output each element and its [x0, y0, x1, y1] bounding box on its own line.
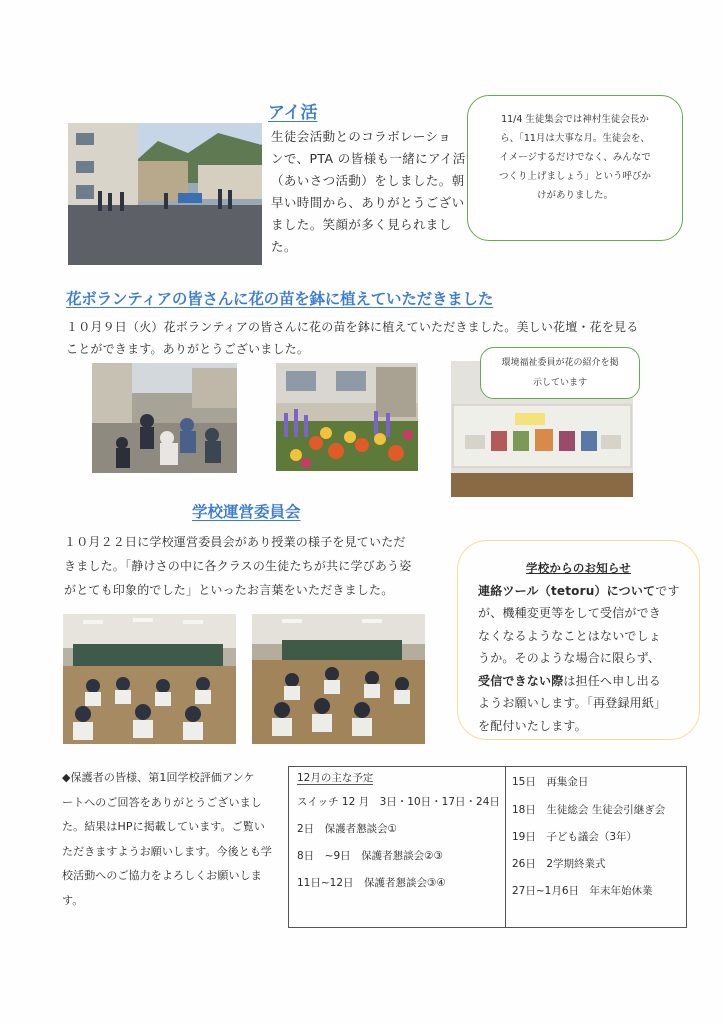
photo-classroom-1 [63, 614, 236, 744]
schedule-left-column [288, 766, 506, 928]
schedule-item: 27日~1月6日 年末年始休業 [512, 885, 653, 897]
schedule-item: 26日 2学期終業式 [512, 858, 606, 870]
notice-line: を配付いたします。 [478, 718, 587, 733]
notice-line: ようお願いします。「再登録用紙」 [478, 696, 667, 710]
schedule-item: 2日 保護者懇談会① [297, 823, 398, 835]
ai-katsu-line: （あいさつ活動）をしました。朝 [271, 173, 465, 188]
notice-line: うか。そのような場合に限らず、 [478, 651, 661, 665]
notice-title: 学校からのお知らせ [526, 561, 631, 575]
ai-katsu-title: アイ活 [268, 103, 318, 123]
survey-line: ただきますようお願いします。今後とも学 [62, 844, 273, 858]
photo-ai-katsu-greeting [68, 123, 262, 265]
ai-katsu-line: 早い時間から、ありがとうござい [271, 195, 465, 210]
callout-line: 環境福祉委員が花の紹介を掲 [501, 358, 619, 368]
ai-katsu-line: ました。笑顔が多く見られまし [271, 217, 452, 232]
photo-flower-volunteers [92, 363, 237, 473]
survey-text [62, 766, 284, 913]
committee-line: がとても印象的でした」といったお言葉をいただきました。 [64, 583, 394, 597]
schedule-item: 8日 ~9日 保護者懇談会②③ [297, 850, 443, 862]
schedule-item: 18日 生徒総会 生徒会引継ぎ会 [512, 804, 666, 816]
committee-line: きました。「静けさの中に各クラスの生徒たちが共に学びあう姿 [64, 559, 412, 573]
schedule-right-column [504, 766, 687, 928]
callout-line: つくり上げましょう」という呼びか [498, 171, 651, 182]
notice-line: が、機種変更等をして受信ができ [478, 606, 662, 620]
notice-bold-lead: 連絡ツール（tetoru）について [478, 583, 656, 598]
ai-katsu-line: 生徒会活動とのコラボレーショ [271, 129, 452, 144]
ai-katsu-line: ンで、PTA の皆様も一緒にアイ活 [271, 151, 466, 166]
ai-katsu-body [271, 126, 469, 258]
photo-classroom-2 [252, 614, 425, 744]
schedule-item: 11日~12日 保護者懇談会③④ [297, 877, 446, 889]
ai-katsu-line: た。 [271, 239, 297, 254]
survey-line: ◆保護者の皆様、第1回学校評価アンケ [62, 771, 255, 784]
notice-mid-rest: は担任へ申し出る [563, 673, 662, 688]
survey-line: す。 [62, 893, 84, 907]
callout-line: 示しています [532, 378, 587, 388]
callout-line: 11/4 生徒集会では神村生徒会長か [501, 114, 649, 125]
notice-line-mid [478, 670, 689, 693]
schedule-item: スイッチ 12 月 3日・10日・17日・24日 [297, 796, 500, 808]
notice-line-lead [478, 580, 689, 603]
survey-line: ートへのご回答をありがとうございまし [62, 795, 262, 809]
notice-line: なくなるようなことはないでしょ [478, 628, 662, 643]
photo-flower-bed [276, 363, 418, 471]
callout-line: けがありました。 [536, 190, 613, 201]
committee-body [64, 530, 464, 602]
schedule-title [289, 767, 505, 789]
callout-student-meeting [467, 95, 683, 241]
schedule-item: 19日 子ども議会（3年） [512, 831, 638, 843]
flower-line: １０月９日（火）花ボランティアの皆さんに花の苗を鉢に植えていただきました。美しい花壇・花を見る [66, 320, 639, 334]
survey-line: 校活動へのご協力をよろしくお願いしま [62, 869, 262, 882]
survey-line: た。結果はHPに掲載しています。ご覧い [62, 820, 265, 833]
flower-title: 花ボランティアの皆さんに花の苗を鉢に植えていただきました [66, 290, 494, 308]
schedule-item: 15日 再集金日 [512, 776, 589, 788]
notice-bold-mid: 受信できない際 [478, 673, 564, 688]
callout-env-committee [480, 347, 640, 399]
committee-title: 学校運営委員会 [192, 503, 301, 521]
schedule-title-text: 12月の主な予定 [297, 772, 374, 784]
notice-lead-rest: です [655, 583, 680, 598]
committee-line: １０月２２日に学校運営委員会があり授業の様子を見ていただ [64, 535, 406, 549]
notice-box [457, 540, 700, 740]
callout-line: イメージするだけでなく、みんなで [499, 152, 651, 163]
callout-line: ら、「11月は大事な月。生徒会を、 [500, 133, 650, 144]
flower-line: ことができます。ありがとうございました。 [66, 342, 310, 356]
